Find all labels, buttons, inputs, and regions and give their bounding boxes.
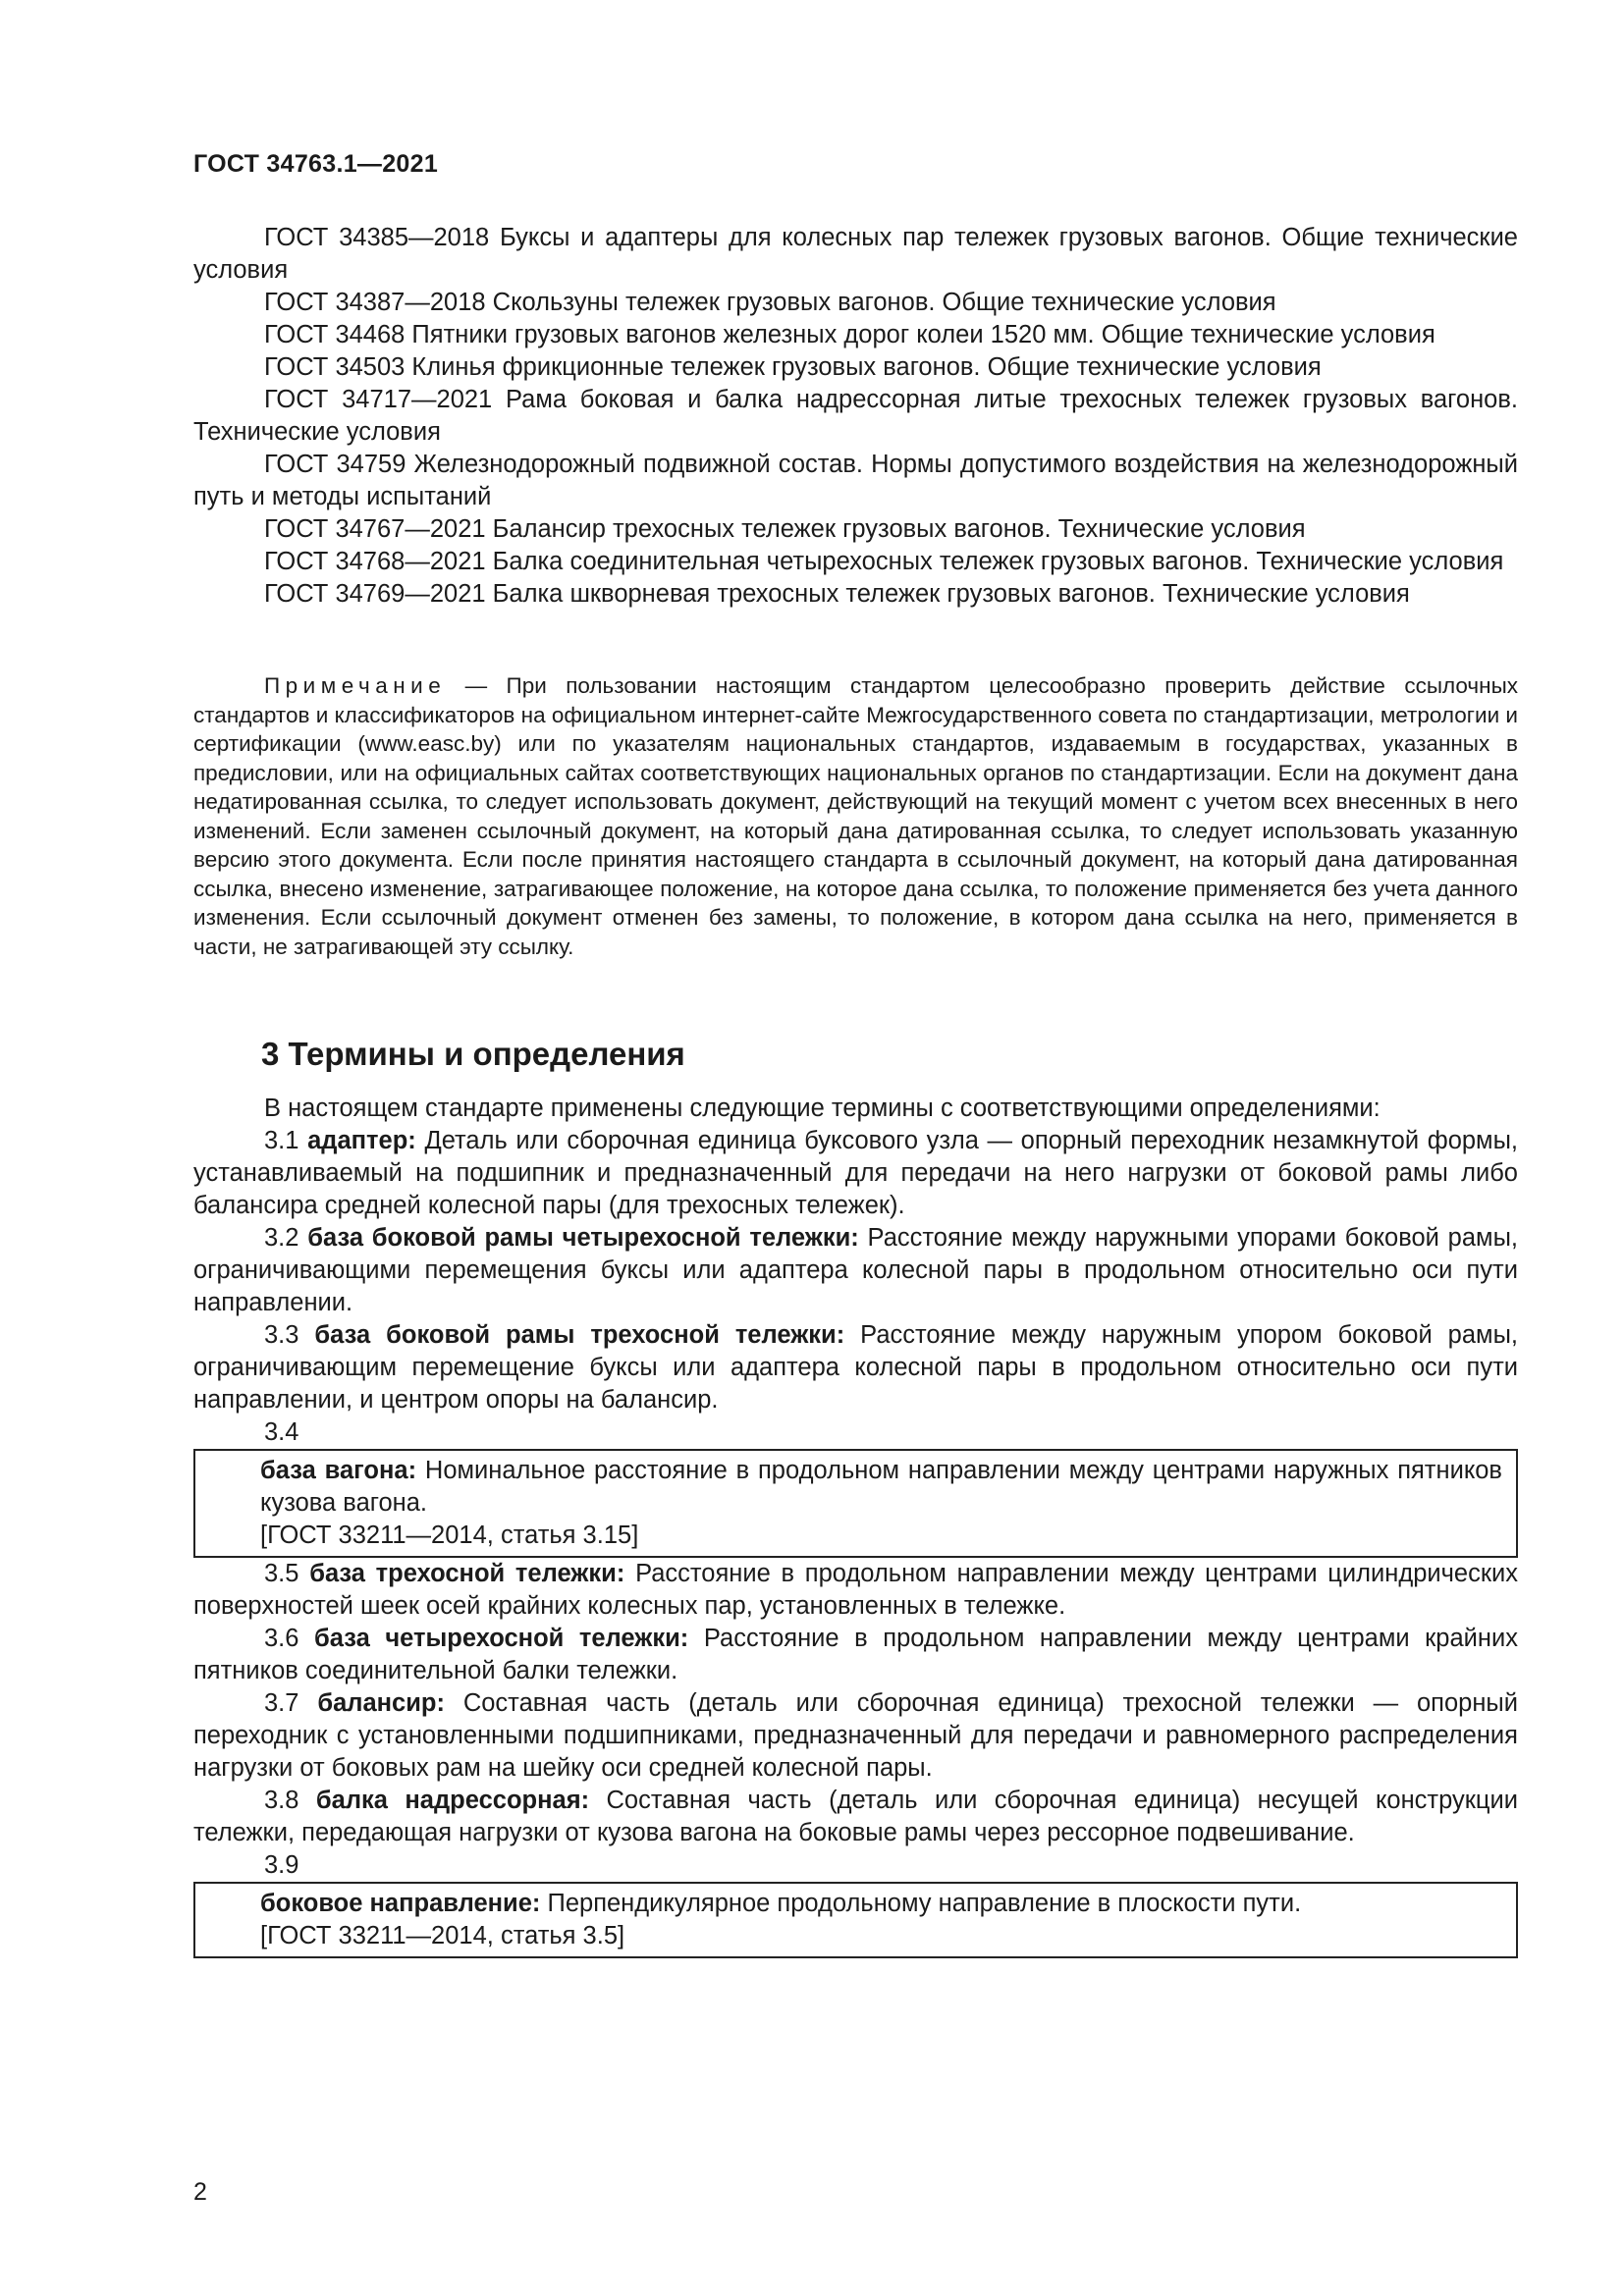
reference-item: ГОСТ 34468 Пятники грузовых вагонов железных дорог колеи 1520 мм. Общие технические условия xyxy=(264,321,1435,348)
term-name: база боковой рамы четырехосной тележки: xyxy=(307,1224,859,1252)
note-text: — При пользовании настоящим стандартом целесообразно проверить действие ссылочных стандартов и классификаторов на официальном интернет-сайте Межгосударственного совета по стандартизации, метрологии и сертификации (www.easc.by) или по указателям национальных стандартов, издаваемым в государствах, указанных в предисловии, или на официальных сайтах соответствующих национальных органов по стандартизации. Если на документ дана недатированная ссылка, то следует использовать документ, действующий на текущий момент с учетом всех внесенных в него изменений. Если заменен ссылочный документ, на который дана датированная ссылка, то следует использовать указанную версию этого документа. Если после принятия настоящего стандарта в ссылочный документ, на который дана датированная ссылка, внесено изменение, затрагивающее положение, на которое дана ссылка, то положение применяется без учета данного изменения. Если ссылочный документ отменен без замены, то положение, в котором дана ссылка на него, применяется в части, не затрагивающей эту ссылку. xyxy=(193,673,1518,959)
term-name: база трехосной тележки: xyxy=(309,1560,625,1587)
term-number: 3.6 xyxy=(264,1625,299,1652)
term-number: 3.9 xyxy=(264,1851,299,1879)
term-name: адаптер: xyxy=(307,1127,416,1154)
normative-references-list xyxy=(193,222,1518,611)
reference-item: ГОСТ 34387—2018 Скользуны тележек грузовых вагонов. Общие технические условия xyxy=(264,289,1276,316)
term-name: балка надрессорная: xyxy=(315,1787,590,1814)
reference-item: ГОСТ 34768—2021 Балка соединительная четырехосных тележек грузовых вагонов. Технические условия xyxy=(264,548,1504,575)
term-definition: Номинальное расстояние в продольном направлении между центрами наружных пятников кузова вагона. xyxy=(260,1457,1502,1517)
reference-item: ГОСТ 34759 Железнодорожный подвижной состав. Нормы допустимого воздействия на железнодорожный путь и методы испытаний xyxy=(193,451,1518,510)
term-entry xyxy=(260,1888,1502,1920)
term-number: 3.3 xyxy=(264,1321,299,1349)
document-header: ГОСТ 34763.1—2021 xyxy=(193,150,439,178)
reference-item: ГОСТ 34385—2018 Буксы и адаптеры для колесных пар тележек грузовых вагонов. Общие технические условия xyxy=(193,224,1518,284)
term-citation: [ГОСТ 33211—2014, статья 3.5] xyxy=(260,1922,625,1949)
section-title: 3 Термины и определения xyxy=(261,1036,685,1072)
term-definition: Расстояние в продольном направлении между центрами цилиндрических поверхностей шеек осей крайних колесных пар, установленных в тележке. xyxy=(193,1560,1519,1620)
term-box xyxy=(193,1882,1518,1958)
term-definition: Деталь или сборочная единица буксового узла — опорный переходник незамкнутой формы, устанавливаемый на подшипник и предназначенный для передачи на него нагрузки от боковой рамы либо балансира средней колесной пары (для трехосных тележек). xyxy=(193,1127,1518,1219)
term-definition: Составная часть (деталь или сборочная единица) трехосной тележки — опорный переходник с установленными подшипниками, предназначенный для передачи и равномерного распределения нагрузки от боковых рам на шейку оси средней колесной пары. xyxy=(193,1689,1518,1782)
reference-item: ГОСТ 34769—2021 Балка шкворневая трехосных тележек грузовых вагонов. Технические условия xyxy=(264,580,1410,608)
term-name: балансир: xyxy=(317,1689,445,1717)
reference-item: ГОСТ 34717—2021 Рама боковая и балка надрессорная литые трехосных тележек грузовых вагонов. Технические условия xyxy=(193,386,1518,446)
term-definition: Расстояние в продольном направлении между центрами крайних пятников соединительной балки тележки. xyxy=(193,1625,1518,1684)
term-entry xyxy=(193,1222,1518,1319)
note-label: Примечание xyxy=(264,673,447,698)
term-name: боковое направление: xyxy=(260,1890,541,1917)
term-name: база вагона: xyxy=(260,1457,417,1484)
term-box xyxy=(193,1449,1518,1558)
term-definition: Составная часть (деталь или сборочная единица) несущей конструкции тележки, передающая нагрузки от кузова вагона на боковые рамы через рессорное подвешивание. xyxy=(193,1787,1518,1846)
section-intro: В настоящем стандарте применены следующие термины с соответствующими определениями: xyxy=(264,1095,1380,1122)
reference-item: ГОСТ 34767—2021 Балансир трехосных тележек грузовых вагонов. Технические условия xyxy=(264,515,1306,543)
note-paragraph xyxy=(193,671,1518,961)
term-entry xyxy=(193,1558,1518,1623)
term-citation: [ГОСТ 33211—2014, статья 3.15] xyxy=(260,1522,639,1549)
term-entry xyxy=(193,1687,1518,1785)
terms-list xyxy=(193,1093,1518,1958)
term-entry xyxy=(193,1319,1518,1416)
term-definition: Расстояние между наружным упором боковой рамы, ограничивающим перемещение буксы или адаптера колесной пары в продольном относительно оси пути направлении, и центром опоры на балансир. xyxy=(193,1321,1518,1414)
term-number: 3.5 xyxy=(264,1560,299,1587)
term-definition: Расстояние между наружными упорами боковой рамы, ограничивающими перемещения буксы или адаптера колесной пары в продольном относительно оси пути направлении. xyxy=(193,1224,1518,1316)
term-name: база боковой рамы трехосной тележки: xyxy=(314,1321,845,1349)
page-number: 2 xyxy=(193,2178,207,2206)
term-number: 3.1 xyxy=(264,1127,299,1154)
reference-item: ГОСТ 34503 Клинья фрикционные тележек грузовых вагонов. Общие технические условия xyxy=(264,353,1322,381)
term-definition: Перпендикулярное продольному направление в плоскости пути. xyxy=(547,1890,1302,1917)
term-entry xyxy=(193,1125,1518,1222)
term-entry xyxy=(193,1785,1518,1849)
term-entry xyxy=(193,1623,1518,1687)
term-number: 3.2 xyxy=(264,1224,299,1252)
term-number: 3.4 xyxy=(264,1418,299,1446)
term-name: база четырехосной тележки: xyxy=(314,1625,689,1652)
term-number: 3.8 xyxy=(264,1787,299,1814)
term-number: 3.7 xyxy=(264,1689,299,1717)
term-entry xyxy=(260,1455,1502,1520)
